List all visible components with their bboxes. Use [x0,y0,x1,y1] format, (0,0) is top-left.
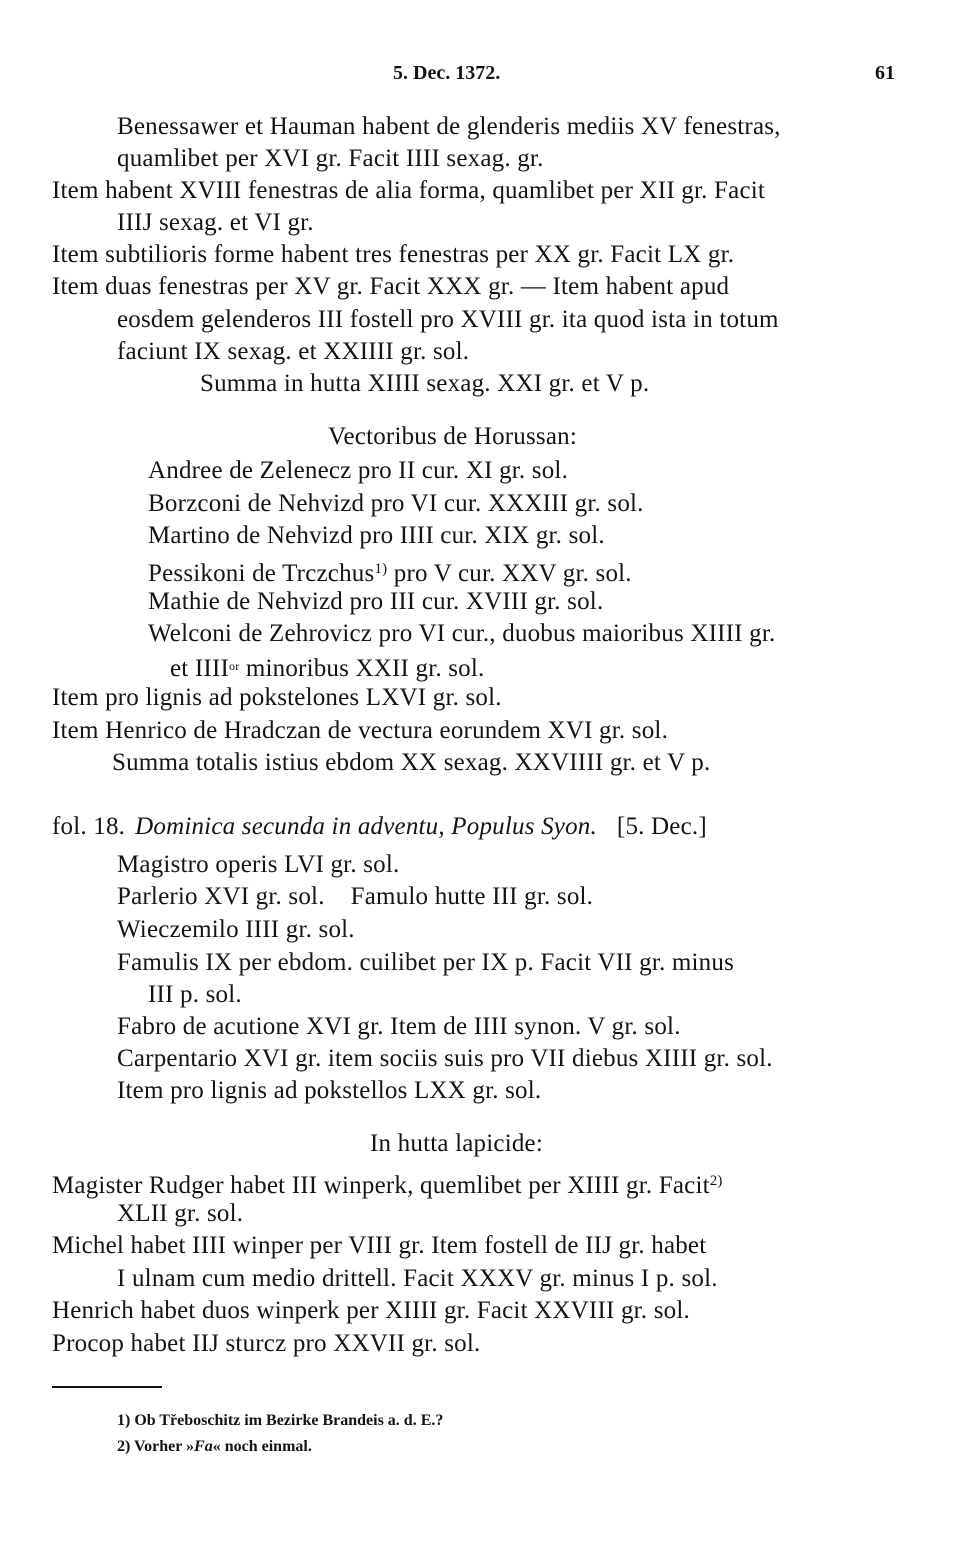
summa-line: Summa totalis istius ebdom XX sexag. XXVIIII gr. et V p. [112,749,711,776]
page-number: 61 [875,62,895,84]
summa-line: Summa in hutta XIIII sexag. XXI gr. et V p. [200,370,650,397]
text-line: Famulis IX per ebdom. cuilibet per IX p. Facit VII gr. minus [117,949,734,976]
text-line: Item pro lignis ad pokstelones LXVI gr. sol. [52,684,502,711]
text-line: IIIJ sexag. et VI gr. [117,209,314,236]
date-bracket: [5. Dec.] [616,813,707,840]
text-line: Benessawer et Hauman habent de glenderis mediis XV fenestras, [117,113,781,140]
running-header-date: 5. Dec. 1372. [393,62,501,84]
text-line: Borzconi de Nehvizd pro VI cur. XXXIII gr. sol. [148,490,644,517]
footnote-text: Vorher » [130,1438,195,1455]
text-line: III p. sol. [148,981,242,1008]
fol-heading [52,812,707,842]
text-line: XLII gr. sol. [117,1200,244,1227]
text-line: Henrich habet duos winperk per XIIII gr. Facit XXVIII gr. sol. [52,1297,690,1324]
text-line [148,554,632,589]
text-line: faciunt IX sexag. et XXIIII gr. sol. [117,338,470,365]
text-segment: minoribus XXII gr. sol. [239,655,485,682]
text-line: Martino de Nehvizd pro IIII cur. XIX gr. sol. [148,522,605,549]
text-line: Mathie de Nehvizd pro III cur. XVIII gr. sol. [148,588,604,615]
footnote-word: Fa [194,1438,213,1455]
footnote-mark: 2) [117,1438,131,1455]
footnote [117,1437,312,1457]
text-line: quamlibet per XVI gr. Facit IIII sexag. gr. [117,145,544,172]
footnote-marker: 2) [709,1173,723,1189]
footnote [117,1411,443,1431]
text-segment: pro V cur. XXV gr. sol. [387,560,632,587]
footnote-divider [52,1386,162,1388]
text-line: Michel habet IIII winper per VIII gr. Item fostell de IIJ gr. habet [52,1232,707,1259]
superscript: or [229,659,240,673]
text-line: I ulnam cum medio drittell. Facit XXXV gr. minus I p. sol. [117,1265,718,1292]
text-line [52,1166,723,1201]
text-segment: Magister Rudger habet III winperk, quemlibet per XIIII gr. Facit [52,1172,710,1199]
text-line: eosdem gelenderos III fostell pro XVIII gr. ita quod ista in totum [117,306,779,333]
text-line: Item duas fenestras per XV gr. Facit XXX gr. — Item habent apud [52,273,730,300]
footnote-mark: 1) [117,1412,131,1429]
text-line: Procop habet IIJ sturcz pro XXVII gr. sol. [52,1330,481,1357]
text-line [170,651,484,684]
text-line: Item habent XVIII fenestras de alia forma, quamlibet per XII gr. Facit [52,177,766,204]
text-line: Item pro lignis ad pokstellos LXX gr. sol. [117,1077,542,1104]
text-line: Item subtilioris forme habent tres fenestras per XX gr. Facit LX gr. [52,241,735,268]
text-segment: Parlerio XVI gr. sol. [117,883,325,910]
text-line: Carpentario XVI gr. item sociis suis pro VII diebus XIIII gr. sol. [117,1045,773,1072]
text-line: Item Henrico de Hradczan de vectura eorundem XVI gr. sol. [52,717,669,744]
liturgical-title: Dominica secunda in adventu, Populus Syon. [135,813,597,840]
text-line: Andree de Zelenecz pro II cur. XI gr. sol. [148,457,569,484]
text-line: Welconi de Zehrovicz pro VI cur., duobus maioribus XIIII gr. [148,620,776,647]
footnote-text: Ob Třeboschitz im Bezirke Brandeis a. d. E.? [130,1412,444,1429]
text-segment: Famulo hutte III gr. sol. [350,883,594,910]
text-line: Wieczemilo IIII gr. sol. [117,916,355,943]
footnote-marker: 1) [374,561,388,577]
section-heading: In hutta lapicide: [370,1130,543,1157]
text-line: Fabro de acutione XVI gr. Item de IIII synon. V gr. sol. [117,1013,681,1040]
footnote-text: « noch einmal. [212,1438,312,1455]
folio-label: fol. 18. [52,813,126,840]
text-line: Magistro operis LVI gr. sol. [117,851,400,878]
text-line [117,882,593,912]
text-segment: et IIII [170,655,229,682]
section-heading: Vectoribus de Horussan: [328,423,577,450]
text-segment: Pessikoni de Trczchus [148,560,375,587]
